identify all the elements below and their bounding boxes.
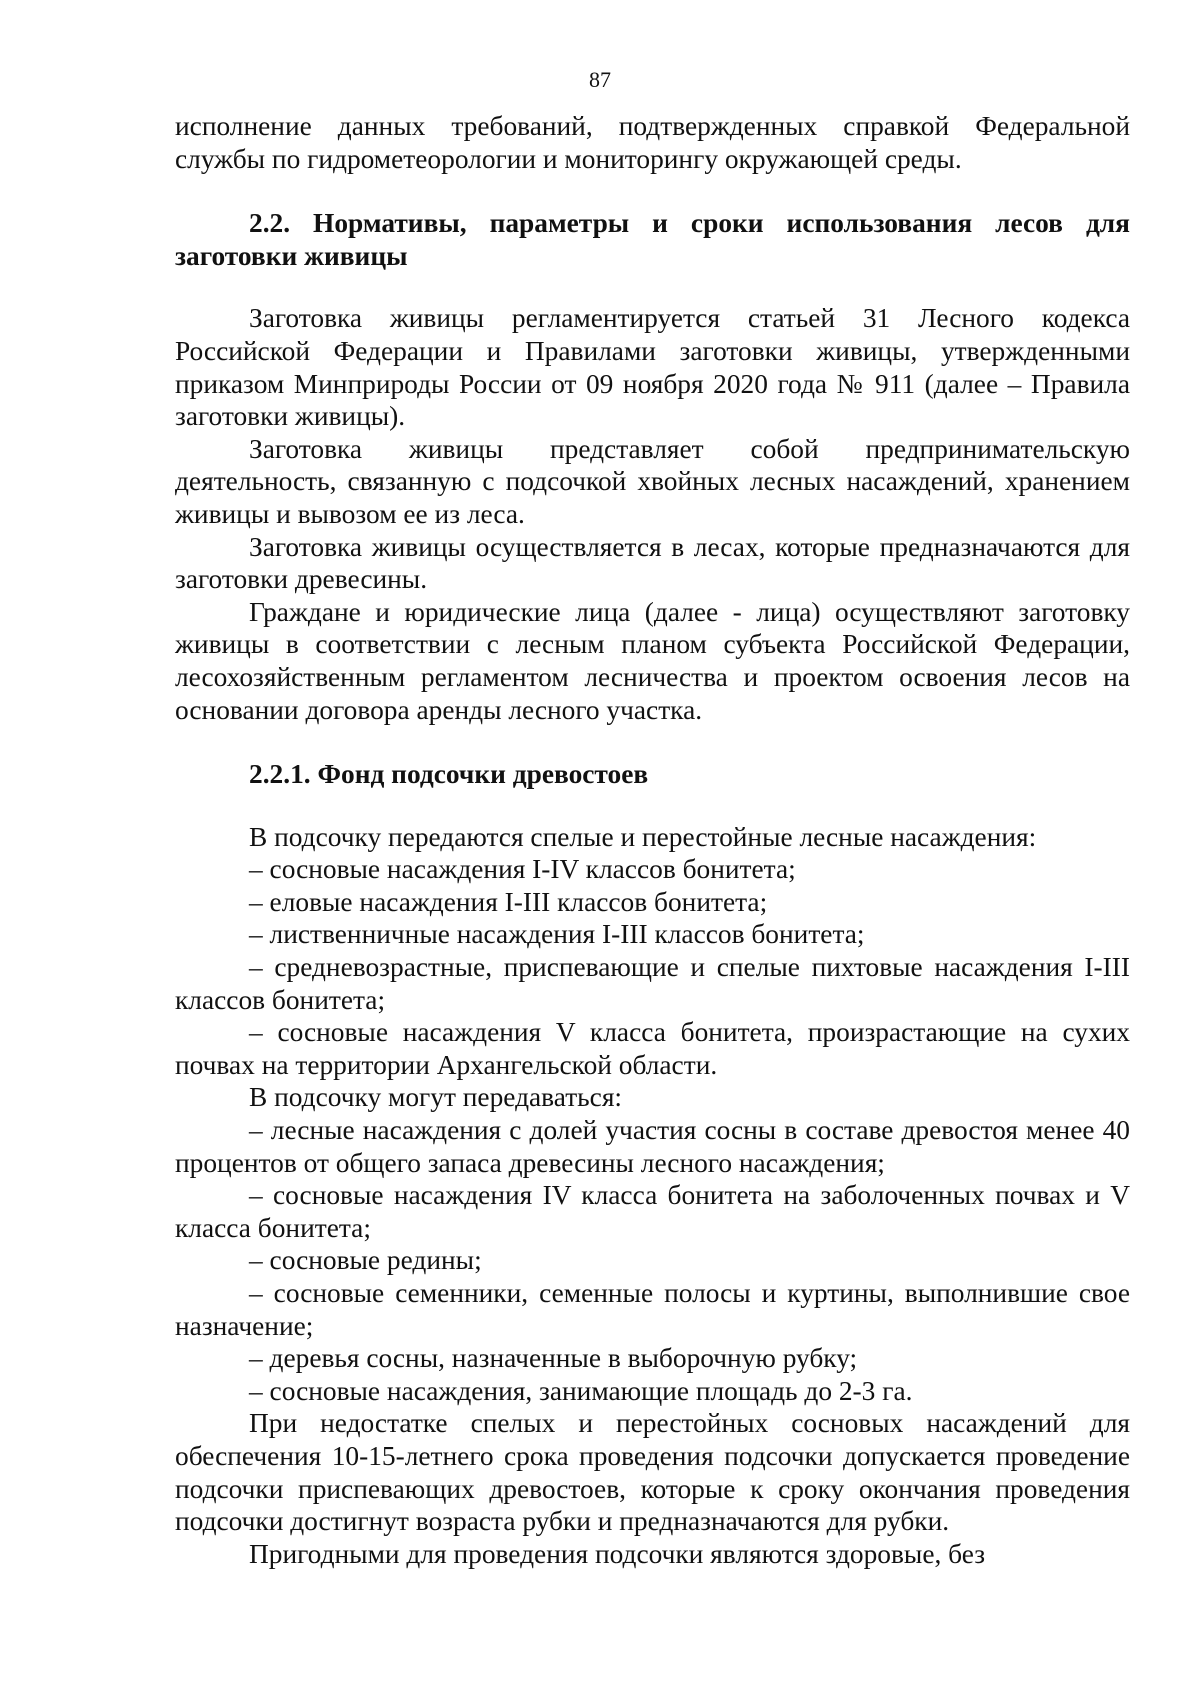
spacer [175, 791, 1130, 821]
list-item: – сосновые редины; [249, 1245, 482, 1276]
paragraph: В подсочку передаются спелые и перестойные лесные насаждения: [249, 821, 1037, 852]
list-item: – еловые насаждения I-III классов бонитета; [249, 886, 768, 917]
section-heading-2-2: 2.2. Нормативы, параметры и сроки использования лесов для заготовки живицы [175, 208, 1130, 271]
paragraph: Заготовка живицы регламентируется статьей 31 Лесного кодекса Российской Федерации и Правилами заготовки живицы, утвержденными приказом Минприроды России от 09 ноября 2020 года № 911 (далее – Правила заготовки живицы). [175, 303, 1130, 432]
paragraph: Граждане и юридические лица (далее - лица) осуществляют заготовку живицы в соответствии с лесным планом субъекта Российской Федерации, лесохозяйственным регламентом лесничества и проектом освоения лесов на основании договора аренды лесного участка. [175, 596, 1130, 725]
list-item: – сосновые насаждения V класса бонитета, произрастающие на сухих почвах на территории Архангельской области. [175, 1017, 1130, 1080]
spacer [175, 726, 1130, 758]
list-item: – сосновые насаждения, занимающие площадь до 2-3 га. [249, 1375, 913, 1406]
paragraph: Пригодными для проведения подсочки являются здоровые, без [249, 1538, 986, 1569]
paragraph: Заготовка живицы осуществляется в лесах, которые предназначаются для заготовки древесины. [175, 531, 1130, 595]
paragraph-continuation: исполнение данных требований, подтвержденных справкой Федеральной службы по гидрометеорологии и мониторингу окружающей среды. [175, 111, 1130, 174]
list-item: – лесные насаждения с долей участия сосны в составе древостоя менее 40 процентов от общего запаса древесины лесного насаждения; [175, 1115, 1130, 1178]
list-item: – сосновые насаждения IV класса бонитета на заболоченных почвах и V класса бонитета; [175, 1180, 1130, 1243]
paragraph: Заготовка живицы представляет собой предпринимательскую деятельность, связанную с подсочкой хвойных лесных насаждений, хранением живицы и вывозом ее из леса. [175, 433, 1130, 529]
list-item: – средневозрастные, приспевающие и спелые пихтовые насаждения I-III классов бонитета; [175, 952, 1130, 1015]
spacer [175, 272, 1130, 302]
list-item: – сосновые насаждения I-IV классов бонитета; [249, 854, 796, 885]
page-number: 87 [589, 67, 611, 92]
spacer [175, 175, 1130, 207]
paragraph: В подсочку могут передаваться: [249, 1082, 623, 1113]
section-heading-2-2-1: 2.2.1. Фонд подсочки древостоев [249, 759, 649, 790]
list-item: – сосновые семенники, семенные полосы и куртины, выполнившие свое назначение; [175, 1278, 1130, 1341]
page-content [175, 110, 1130, 1570]
paragraph: При недостатке спелых и перестойных сосновых насаждений для обеспечения 10-15-летнего срока проведения подсочки допускается проведение подсочки приспевающих древостоев, которые к сроку окончания проведения подсочки достигнут возраста рубки и предназначаются для рубки. [175, 1408, 1130, 1537]
list-item: – лиственничные насаждения I-III классов бонитета; [249, 919, 865, 950]
list-item: – деревья сосны, назначенные в выборочную рубку; [249, 1343, 858, 1374]
